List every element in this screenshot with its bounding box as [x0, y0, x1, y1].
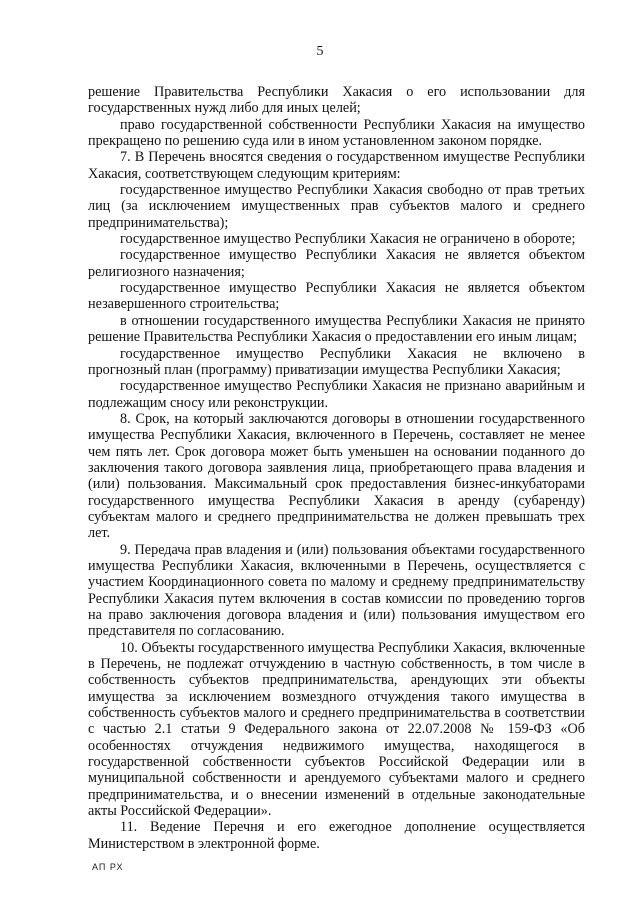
paragraph: 10. Объекты государственного имущества Республики Хакасия, включенные в Перечень, не подлежат отчуждению в частную собственность, в том числе в собственность субъектов предпринимательства, арендующих эти объекты имущества за исключением возмездного отчуждения такого имущества в собственность субъектов малого и среднего предпринимательства в соответствии с частью 2.1 статьи 9 Федерального закона от 22.07.2008 № 159-ФЗ «Об особенностях отчуждения недвижимого имущества, находящегося в государственной собственности субъектов Российской Федерации или в муниципальной собственности и арендуемого субъектами малого и среднего предпринимательства, и о внесении изменений в отдельные законодательные акты Российской Федерации». [88, 639, 585, 820]
paragraph: 9. Передача прав владения и (или) пользования объектами государственного имущества Республики Хакасия, включенными в Перечень, осуществляется с участием Координационного совета по малому и среднему предпринимательству Республики Хакасия путем включения в состав комиссии по проведению торгов на право заключения договора владения и (или) пользования имуществом его представителя по согласованию. [88, 541, 585, 640]
footer-mark: АП РХ [92, 862, 124, 872]
paragraph: 8. Срок, на который заключаются договоры в отношении государственного имущества Республики Хакасия, включенного в Перечень, составляет не менее чем пять лет. Срок договора может быть уменьшен на основании поданного до заключения такого договора заявления лица, приобретающего права владения и (или) пользования. Максимальный срок предоставления бизнес-инкубаторами государственного имущества Республики Хакасия в аренду (субаренду) субъектам малого и среднего предпринимательства не должен превышать трех лет. [88, 410, 585, 542]
paragraph: 7. В Перечень вносятся сведения о государственном имуществе Республики Хакасия, соответствующем следующим критериям: [88, 149, 585, 182]
paragraph: государственное имущество Республики Хакасия не включено в прогнозный план (программу) приватизации имущества Республики Хакасия; [88, 345, 585, 378]
paragraph: государственное имущество Республики Хакасия не является объектом незавершенного строительства; [88, 280, 585, 313]
paragraph: государственное имущество Республики Хакасия не признано аварийным и подлежащим сносу или реконструкции. [88, 378, 585, 411]
paragraph: 11. Ведение Перечня и его ежегодное дополнение осуществляется Министерством в электронной форме. [88, 819, 585, 852]
paragraph: в отношении государственного имущества Республики Хакасия не принято решение Правительства Республики Хакасия о предоставлении его иным лицам; [88, 312, 585, 346]
paragraph: право государственной собственности Республики Хакасия на имущество прекращено по решению суда или в ином установленном законом порядке. [88, 116, 585, 150]
paragraph: государственное имущество Республики Хакасия не является объектом религиозного назначения; [88, 247, 585, 280]
document-body [88, 84, 585, 852]
page-number: 5 [316, 44, 324, 59]
paragraph: решение Правительства Республики Хакасия о его использовании для государственных нужд либо для иных целей; [88, 84, 585, 117]
paragraph: государственное имущество Республики Хакасия не ограничено в обороте; [120, 231, 576, 248]
paragraph: государственное имущество Республики Хакасия свободно от прав третьих лиц (за исключением имущественных прав субъектов малого и среднего предпринимательства); [88, 182, 585, 231]
